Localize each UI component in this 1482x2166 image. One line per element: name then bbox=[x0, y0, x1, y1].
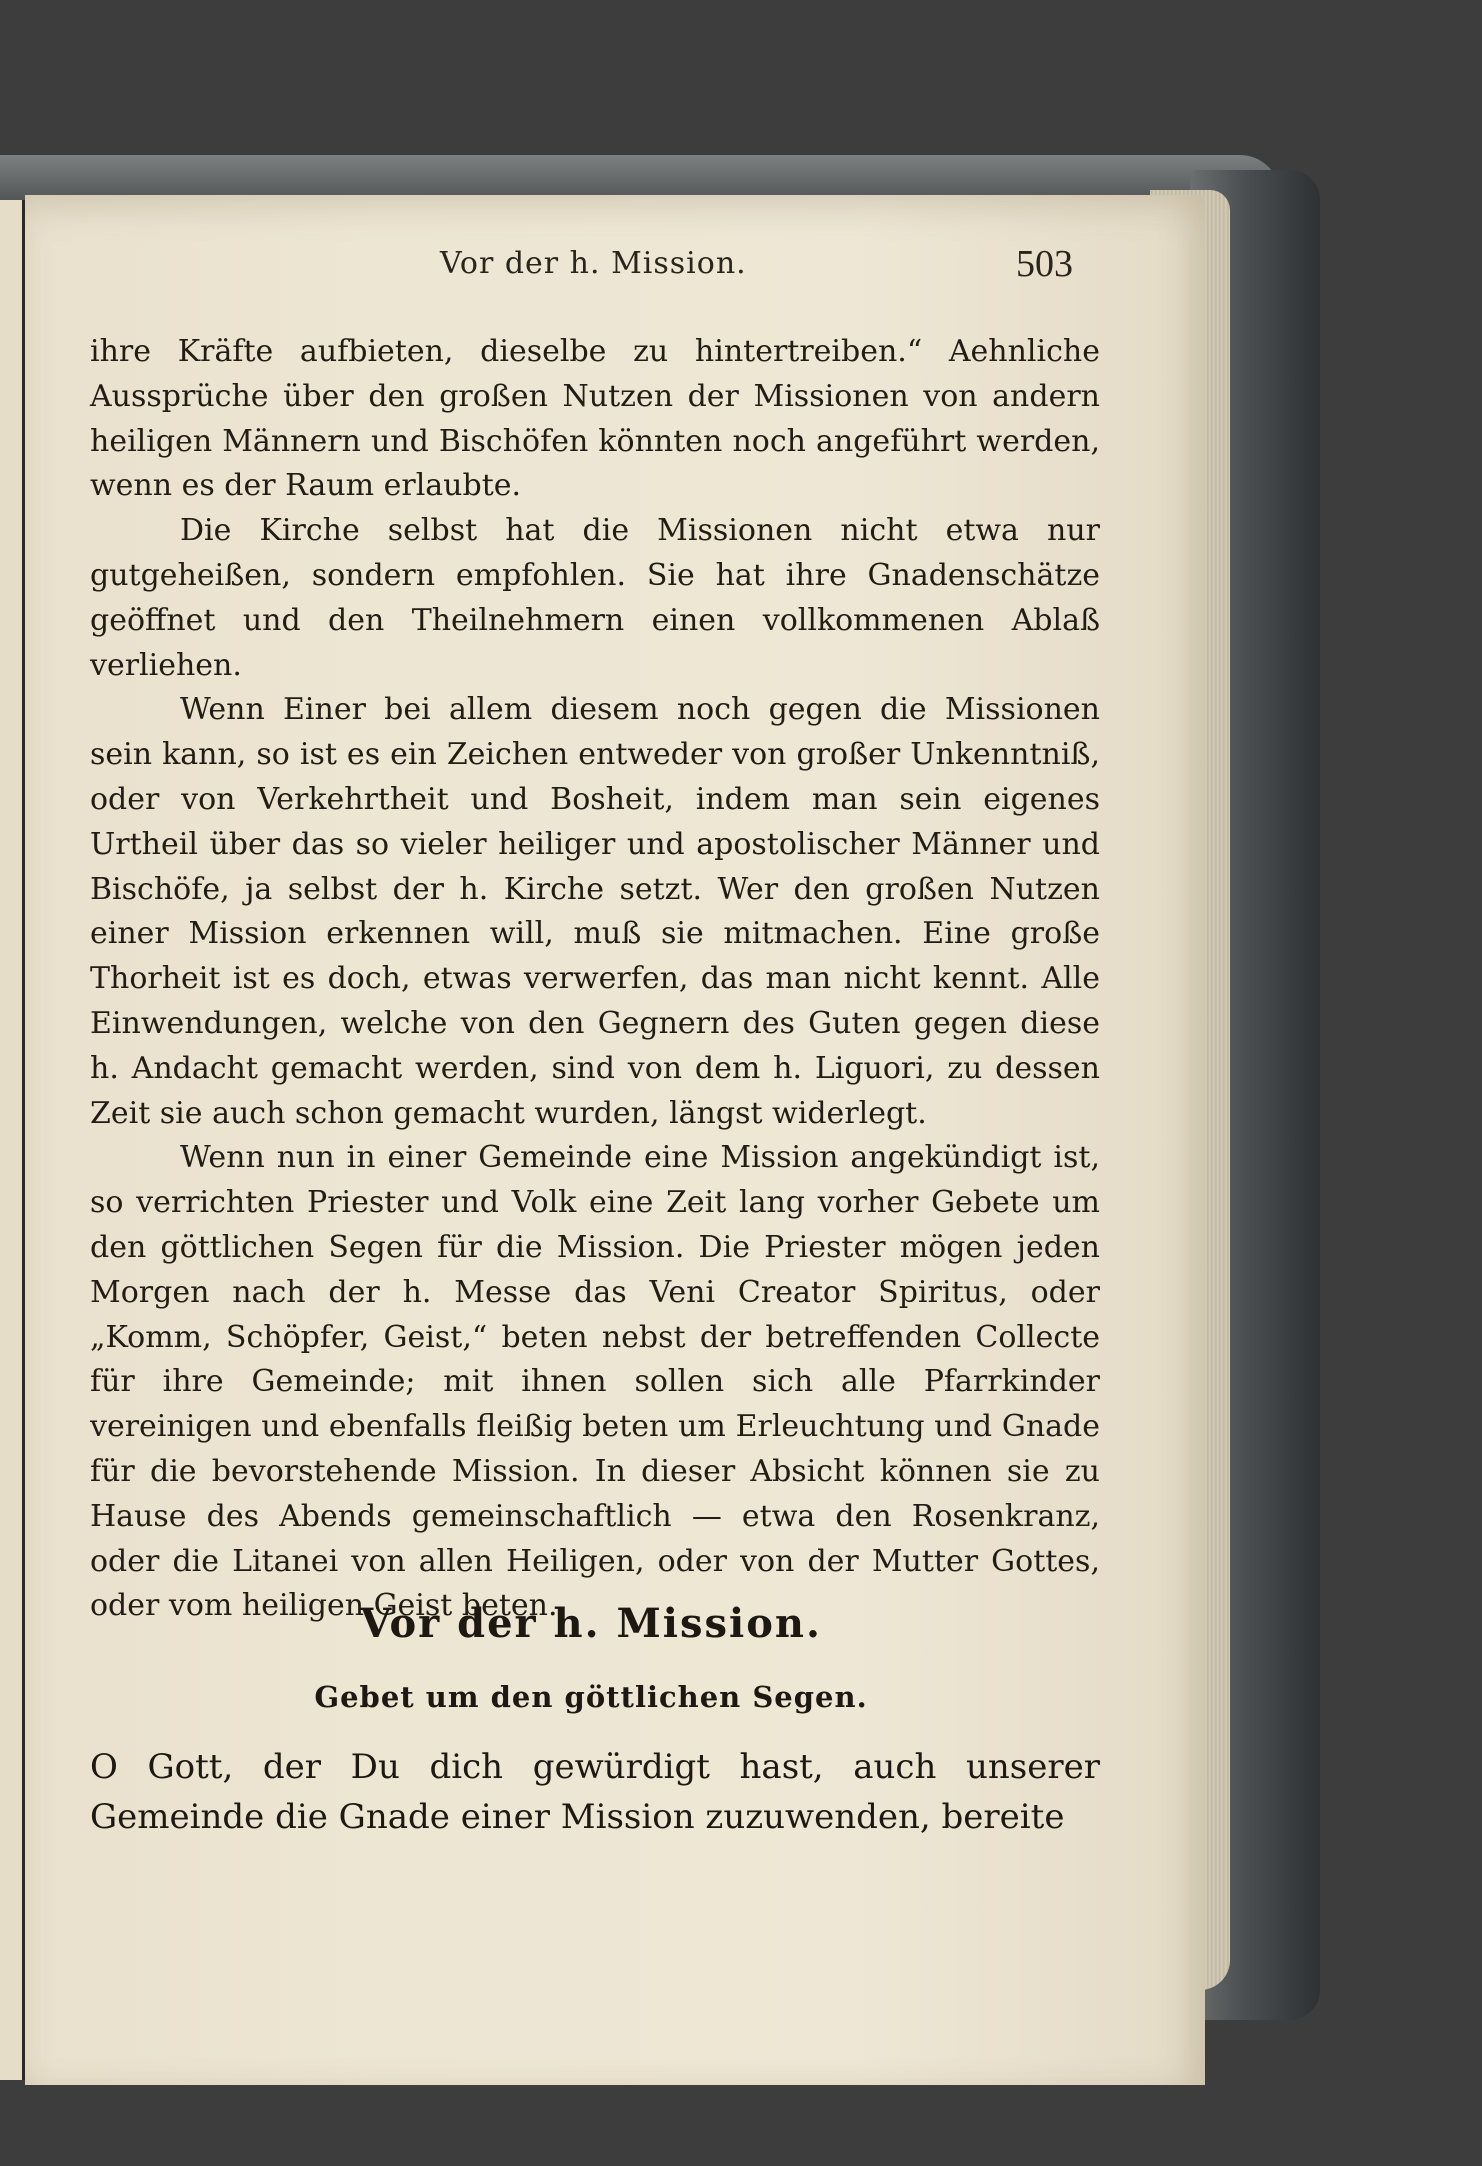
paragraph: Wenn nun in einer Gemeinde eine Mission angekündigt ist, so verrichten Priester und Volk eine Zeit lang vorher Gebete um den göttlichen Segen für die Mission. Die Priester mögen jeden Morgen nach der h. Messe das Veni Creator Spiritus, oder „Komm, Schöpfer, Geist,“ beten nebst der betreffenden Collecte für ihre Gemeinde; mit ihnen sollen sich alle Pfarrkinder vereinigen und ebenfalls fleißig beten um Erleuchtung und Gnade für die bevorstehende Mission. In dieser Absicht können sie zu Hause des Abends gemeinschaftlich — etwa den Rosenkranz, oder die Litanei von allen Heiligen, oder von der Mutter Gottes, oder vom heiligen Geist beten. bbox=[90, 1140, 1100, 1624]
section-title-text: Vor der h. Mission. bbox=[360, 1600, 822, 1647]
paragraph: Wenn Einer bei allem diesem noch gegen die Missionen sein kann, so ist es ein Zeichen entweder von großer Unkenntniß, oder von Verkehrtheit und Bosheit, indem man sein eigenes Urtheil über das so vieler heiliger und apostolischer Männer und Bischöfe, ja selbst der h. Kirche setzt. Wer den großen Nutzen einer Mission erkennen will, muß sie mitmachen. Eine große Thorheit ist es doch, etwas verwerfen, das man nicht kennt. Alle Einwendungen, welche von den Gegnern des Guten gegen diese h. Andacht gemacht werden, sind von dem h. Liguori, zu dessen Zeit sie auch schon gemacht wurden, längst widerlegt. bbox=[90, 692, 1100, 1131]
page-number: 503 bbox=[1016, 243, 1073, 285]
paragraph: Die Kirche selbst hat die Missionen nicht etwa nur gutgeheißen, sondern empfohlen. Sie hat ihre Gnadenschätze geöffnet und den Theilnehmern einen vollkommenen Ablaß verliehen. bbox=[90, 513, 1100, 683]
running-head: Vor der h. Mission. bbox=[440, 246, 747, 281]
prayer-text bbox=[90, 1742, 1100, 1842]
left-page-sliver bbox=[0, 200, 25, 2080]
body-text bbox=[90, 330, 1100, 1629]
page-header bbox=[0, 242, 1482, 292]
prayer-paragraph: O Gott, der Du dich gewürdigt hast, auch unserer Gemeinde die Gnade einer Mission zuzuwenden, bereite bbox=[90, 1747, 1100, 1837]
paragraph: ihre Kräfte aufbieten, dieselbe zu hintertreiben.“ Aehnliche Aussprüche über den großen Nutzen der Missionen von andern heiligen Männern und Bischöfen könnten noch angeführt werden, wenn es der Raum erlaubte. bbox=[90, 334, 1100, 504]
section-subtitle bbox=[0, 1680, 1482, 1714]
section-subtitle-text: Gebet um den göttlichen Segen. bbox=[314, 1680, 868, 1714]
section-title bbox=[0, 1600, 1482, 1647]
